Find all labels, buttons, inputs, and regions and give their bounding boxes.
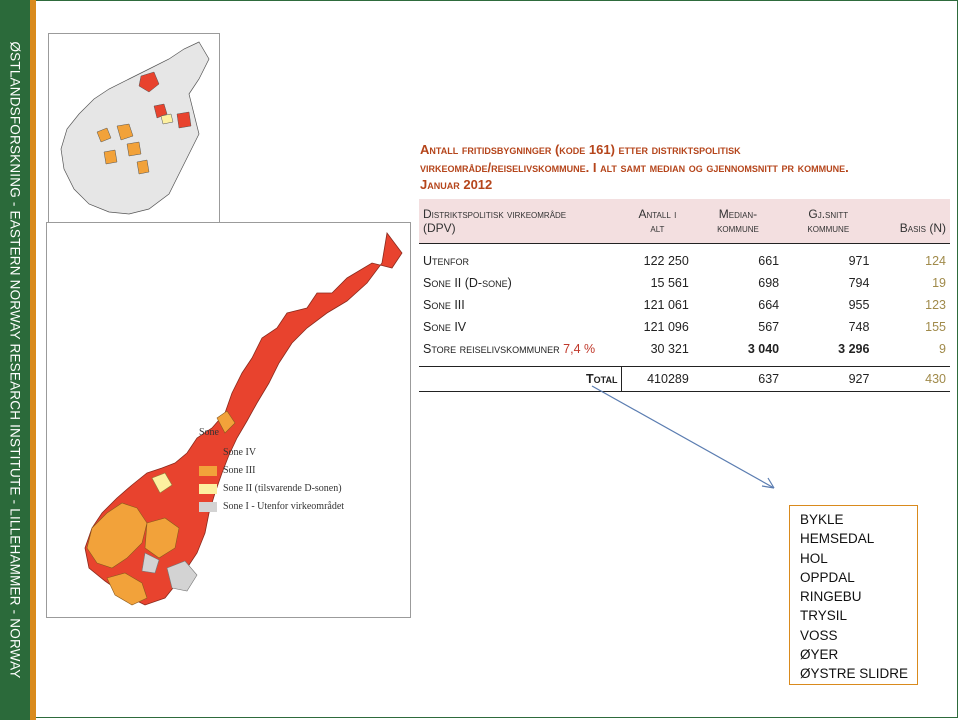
- row-median: 661: [758, 253, 780, 268]
- inset-norway-outline: [61, 42, 209, 214]
- row-antall: 122 250: [643, 253, 689, 268]
- row-basis: 155: [925, 319, 946, 334]
- row-antall: 121 096: [643, 319, 689, 334]
- inset-sone-iii-c: [127, 142, 141, 156]
- list-item: HOL: [800, 550, 828, 566]
- legend-label-sone-iv: Sone IV: [223, 447, 257, 458]
- row-label-reiseliv: [419, 338, 622, 360]
- list-item: ØYER: [800, 647, 839, 663]
- row-basis: 123: [925, 297, 946, 312]
- legend-item-sone-iv: [199, 447, 256, 458]
- header-basis-top: [873, 199, 950, 221]
- inset-sone-iii-d: [104, 150, 117, 164]
- row-label: Sone IV: [423, 319, 467, 334]
- header-antall: Antall i: [622, 199, 693, 221]
- table-row: [419, 250, 950, 272]
- list-item: OPPDAL: [800, 569, 855, 585]
- legend-title: Sone: [199, 427, 219, 438]
- legend-swatch-sone-ii: [199, 484, 217, 494]
- sidebar-banner: [0, 0, 30, 720]
- header-antall-2: alt: [622, 221, 693, 244]
- sidebar-label: ØSTLANDSFORSKNING - EASTERN NORWAY RESEARCH INSTITUTE - LILLEHAMMER - NORWAY: [7, 41, 23, 679]
- row-label: Store reiselivskommuner: [423, 341, 560, 356]
- total-label: Total: [419, 366, 622, 391]
- list-item: HEMSEDAL: [800, 531, 875, 547]
- row-label: Utenfor: [423, 253, 470, 268]
- norway-map: [46, 222, 411, 618]
- row-snitt: 3 296: [838, 341, 870, 356]
- row-snitt: 748: [848, 319, 870, 334]
- list-item: ØYSTRE SLIDRE: [800, 666, 909, 682]
- row-snitt: 794: [848, 275, 870, 290]
- header-median-2: kommune: [693, 221, 783, 244]
- table-header-row-2: [419, 221, 950, 244]
- norway-map-graphic: [47, 223, 410, 617]
- list-item: BYKLE: [800, 512, 844, 527]
- total-basis: 430: [873, 366, 950, 391]
- legend-label-sone-i: Sone I - Utenfor virkeområdet: [223, 501, 345, 512]
- header-snitt-2: kommune: [783, 221, 873, 244]
- header-basis: Basis (N): [873, 221, 950, 244]
- title-line-1: Antall fritidsbygninger (kode 161) etter distriktspolitisk: [420, 142, 741, 157]
- row-median: 3 040: [747, 341, 780, 356]
- table-row: [419, 294, 950, 316]
- reiselivskommuner-box: [789, 505, 918, 685]
- header-median: Median-: [693, 199, 783, 221]
- title-line-3: Januar 2012: [420, 177, 493, 192]
- legend-item-sone-i: [199, 501, 344, 512]
- row-antall: 121 061: [643, 297, 689, 312]
- inset-sone-iii-e: [137, 160, 149, 174]
- data-table: [419, 199, 950, 392]
- row-snitt: 971: [848, 253, 870, 268]
- header-dpv: Distriktspolitisk virkeområde: [419, 199, 622, 221]
- table-header-row-1: [419, 199, 950, 221]
- table-row: [419, 272, 950, 294]
- legend-label-sone-ii: Sone II (tilsvarende D-sonen): [223, 483, 342, 494]
- legend-swatch-sone-iv: [199, 448, 217, 458]
- row-antall: 30 321: [650, 341, 689, 356]
- inset-map: [48, 33, 220, 223]
- table-title: [420, 141, 940, 194]
- row-median: 567: [758, 319, 780, 334]
- row-antall: 15 561: [650, 275, 689, 290]
- row-basis: 19: [932, 275, 946, 290]
- pointer-arrow: [590, 384, 790, 496]
- arrow-line: [592, 386, 774, 488]
- list-item: TRYSIL: [800, 608, 848, 624]
- row-median: 698: [758, 275, 780, 290]
- inset-sone-ii: [161, 114, 173, 124]
- table-row: [419, 316, 950, 338]
- title-line-2: virkeområde/reiselivskommune. I alt samt median og gjennomsnitt pr kommune.: [420, 159, 849, 175]
- header-snitt: Gj.snitt: [783, 199, 873, 221]
- table-row: [419, 338, 950, 360]
- header-dpv-2: (DPV): [419, 221, 622, 244]
- legend-item-sone-ii: [199, 483, 342, 494]
- inset-sone-iv-east: [177, 112, 191, 128]
- list-item: VOSS: [800, 627, 838, 643]
- total-snitt: 927: [783, 366, 873, 391]
- row-percent: 7,4 %: [563, 341, 596, 356]
- sidebar-accent-strip: [30, 0, 36, 720]
- row-median: 664: [758, 297, 780, 312]
- legend-label-sone-iii: Sone III: [223, 465, 256, 476]
- row-label: Sone III: [423, 297, 465, 312]
- total-antall: 410289: [622, 366, 693, 391]
- legend-swatch-sone-iii: [199, 466, 217, 476]
- total-median: 637: [693, 366, 783, 391]
- legend-swatch-sone-i: [199, 502, 217, 512]
- legend-item-sone-iii: [199, 465, 256, 476]
- row-label: Sone II (D-sone): [423, 275, 512, 290]
- row-basis: 124: [925, 253, 946, 268]
- row-basis: 9: [939, 341, 946, 356]
- row-snitt: 955: [848, 297, 870, 312]
- inset-map-graphic: [49, 34, 219, 222]
- list-item: RINGEBU: [800, 589, 862, 605]
